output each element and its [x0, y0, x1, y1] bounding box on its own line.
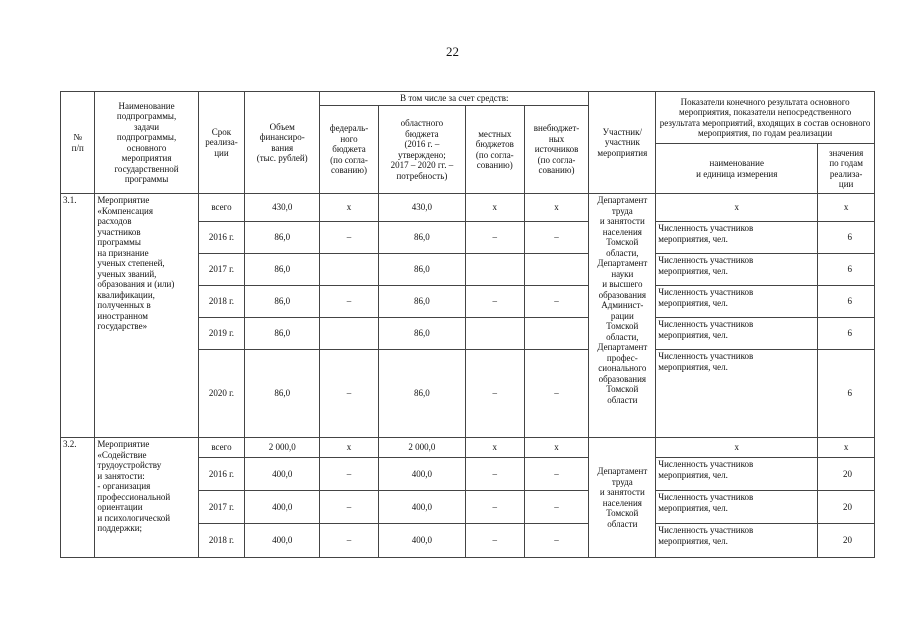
cell-volume: 400,0 — [245, 491, 320, 524]
header-indicator-name: наименование и единица измерения — [656, 144, 818, 194]
header-indicator-value: значения по годам реализа- ции — [818, 144, 875, 194]
cell-regional: 400,0 — [378, 491, 465, 524]
header-volume: Объем финансиро- вания (тыс. рублей) — [245, 92, 320, 194]
header-regional: областного бюджета (2016 г. – утверждено; 2017 – 2020 гг. – потребность) — [378, 106, 465, 194]
cell-indicator-name: Численность участников мероприятия, чел. — [656, 491, 818, 524]
row-participant: Департамент труда и занятости населения Томской области — [589, 438, 656, 558]
cell-indicator-value: 20 — [818, 524, 875, 558]
cell-regional: 400,0 — [378, 458, 465, 491]
cell-indicator-name: Численность участников мероприятия, чел. — [656, 318, 818, 350]
cell-federal: – — [320, 524, 379, 558]
cell-regional: 400,0 — [378, 524, 465, 558]
cell-local: – — [465, 458, 524, 491]
cell-volume: 400,0 — [245, 524, 320, 558]
cell-term: 2016 г. — [198, 458, 245, 491]
header-federal: федераль- ного бюджета (по согла- сованию) — [320, 106, 379, 194]
cell-federal — [320, 254, 379, 286]
cell-federal: – — [320, 222, 379, 254]
page-number: 22 — [446, 44, 459, 59]
cell-regional: 86,0 — [378, 350, 465, 438]
cell-local: – — [465, 222, 524, 254]
cell-federal: – — [320, 458, 379, 491]
cell-term: 2018 г. — [198, 524, 245, 558]
row-number: 3.2. — [61, 438, 95, 558]
cell-term: 2020 г. — [198, 350, 245, 438]
cell-local: – — [465, 350, 524, 438]
cell-term: 2019 г. — [198, 318, 245, 350]
cell-term: 2017 г. — [198, 254, 245, 286]
header-term: Срок реализа- ции — [198, 92, 245, 194]
cell-volume: 400,0 — [245, 458, 320, 491]
cell-federal: – — [320, 350, 379, 438]
cell-local: – — [465, 491, 524, 524]
cell-offbudget: – — [524, 524, 589, 558]
cell-indicator-name: х — [656, 194, 818, 222]
cell-local — [465, 318, 524, 350]
cell-volume: 2 000,0 — [245, 438, 320, 458]
cell-volume: 86,0 — [245, 350, 320, 438]
cell-local: х — [465, 194, 524, 222]
cell-indicator-name: Численность участников мероприятия, чел. — [656, 350, 818, 438]
cell-offbudget — [524, 254, 589, 286]
cell-term: 2018 г. — [198, 286, 245, 318]
cell-indicator-value: 6 — [818, 286, 875, 318]
cell-indicator-value: 6 — [818, 222, 875, 254]
header-indicators: Показатели конечного результата основного мероприятия, показатели непосредственного результата мероприятий, входящих в состав основного мероприятия, по годам реализации — [656, 92, 875, 144]
cell-indicator-name: Численность участников мероприятия, чел. — [656, 524, 818, 558]
cell-regional: 86,0 — [378, 318, 465, 350]
cell-local: х — [465, 438, 524, 458]
row-participant: Департамент труда и занятости населения Томской области, Департамент науки и высшего образования Админист- рации Томской области, Департамент профес- сионального образования Томской области — [589, 194, 656, 438]
header-including: В том числе за счет средств: — [320, 92, 589, 106]
header-local: местных бюджетов (по согла- сованию) — [465, 106, 524, 194]
cell-local — [465, 254, 524, 286]
cell-offbudget: х — [524, 194, 589, 222]
cell-offbudget: – — [524, 350, 589, 438]
cell-indicator-name: Численность участников мероприятия, чел. — [656, 254, 818, 286]
cell-regional: 86,0 — [378, 286, 465, 318]
cell-offbudget: – — [524, 222, 589, 254]
cell-federal: – — [320, 286, 379, 318]
cell-volume: 430,0 — [245, 194, 320, 222]
cell-indicator-name: х — [656, 438, 818, 458]
row-name: Мероприятие «Компенсация расходов участников программы на признание ученых степеней, ученых званий, образования и (или) квалификации, полученных в иностранном государстве» — [95, 194, 198, 438]
cell-indicator-value: х — [818, 438, 875, 458]
cell-volume: 86,0 — [245, 286, 320, 318]
cell-indicator-value: 6 — [818, 254, 875, 286]
cell-term: 2017 г. — [198, 491, 245, 524]
cell-indicator-name: Численность участников мероприятия, чел. — [656, 458, 818, 491]
cell-regional: 86,0 — [378, 254, 465, 286]
row-number: 3.1. — [61, 194, 95, 438]
cell-offbudget: – — [524, 286, 589, 318]
cell-indicator-value: 20 — [818, 458, 875, 491]
cell-federal: – — [320, 491, 379, 524]
cell-volume: 86,0 — [245, 254, 320, 286]
cell-federal: х — [320, 194, 379, 222]
cell-term: 2016 г. — [198, 222, 245, 254]
header-row — [61, 92, 875, 106]
program-table — [60, 91, 875, 558]
cell-indicator-value: х — [818, 194, 875, 222]
cell-volume: 86,0 — [245, 318, 320, 350]
cell-regional: 2 000,0 — [378, 438, 465, 458]
cell-local: – — [465, 286, 524, 318]
cell-term: всего — [198, 438, 245, 458]
cell-offbudget — [524, 318, 589, 350]
table-row — [61, 194, 875, 222]
cell-federal: х — [320, 438, 379, 458]
header-name: Наименование подпрограммы, задачи подпрограммы, основного мероприятия государственной программы — [95, 92, 198, 194]
cell-indicator-name: Численность участников мероприятия, чел. — [656, 286, 818, 318]
cell-indicator-value: 6 — [818, 318, 875, 350]
cell-offbudget: – — [524, 458, 589, 491]
cell-term: всего — [198, 194, 245, 222]
row-name: Мероприятие «Содействие трудоустройству и занятости: - организация профессиональной ориентации и психологической поддержки; — [95, 438, 198, 558]
header-offbudget: внебюджет- ных источников (по согла- сованию) — [524, 106, 589, 194]
cell-offbudget: х — [524, 438, 589, 458]
cell-indicator-value: 6 — [818, 350, 875, 438]
cell-indicator-name: Численность участников мероприятия, чел. — [656, 222, 818, 254]
cell-federal — [320, 318, 379, 350]
cell-local: – — [465, 524, 524, 558]
header-num: № п/п — [61, 92, 95, 194]
cell-indicator-value: 20 — [818, 491, 875, 524]
cell-offbudget: – — [524, 491, 589, 524]
header-participant: Участник/ участник мероприятия — [589, 92, 656, 194]
cell-regional: 430,0 — [378, 194, 465, 222]
cell-volume: 86,0 — [245, 222, 320, 254]
cell-regional: 86,0 — [378, 222, 465, 254]
table-row — [61, 438, 875, 458]
